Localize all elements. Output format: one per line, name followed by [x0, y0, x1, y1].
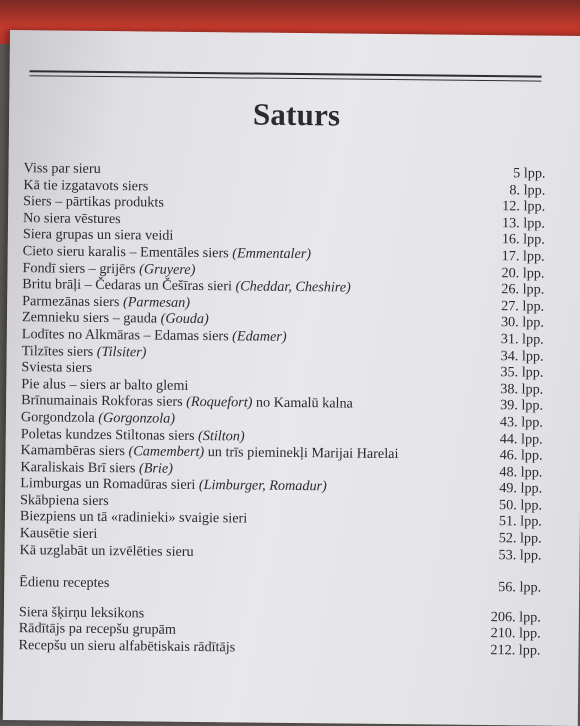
entry-original-name: (Roquefort): [186, 394, 253, 411]
entry-original-name: (Tilsiter): [96, 343, 147, 360]
entry-title: Rādītājs pa recepšu grupām: [18, 620, 177, 639]
entry-page-number: 8. lpp.: [509, 181, 546, 199]
entry-page-number: 31. lpp.: [500, 331, 544, 348]
entry-page-number: 210. lpp.: [490, 625, 541, 643]
entry-title: Zemnieku siers – gauda (Gouda): [21, 309, 209, 328]
entry-page-number: 13. lpp.: [501, 214, 546, 232]
entry-original-name: (Gouda): [160, 310, 209, 328]
entry-page-number: 20. lpp.: [501, 264, 545, 282]
entry-title: Sviesta siers: [21, 359, 93, 377]
entry-page-number: 50. lpp.: [498, 497, 543, 514]
page-title: Saturs: [252, 96, 341, 133]
entry-page-number: 51. lpp.: [498, 513, 542, 531]
entry-title: Kausētie sieri: [19, 525, 98, 543]
entry-title: Britu brāļi – Čedaras un Češīras sieri (Cheddar, Cheshire): [22, 276, 351, 296]
entry-title: Karaliskais Brī siers (Brie): [20, 458, 174, 477]
entry-original-name: (Emmentaler): [232, 245, 312, 263]
entry-title: Fondī siers – grijērs (Gruyere): [22, 259, 196, 278]
entry-title: Siera šķirņu leksikons: [18, 603, 145, 622]
entry-page-number: 48. lpp.: [499, 463, 543, 481]
entry-title: Cieto sieru karalis – Ementāles siers (Emmentaler): [22, 243, 312, 263]
entry-original-name: (Stilton): [198, 427, 245, 444]
entry-title: Ēdienu receptes: [19, 574, 110, 592]
entry-title: Siera grupas un siera veidi: [22, 226, 174, 245]
entry-title: Kamambēras siers (Camembert) un trīs pieminekļi Marijai Harelai: [20, 442, 399, 463]
entry-original-name: (Cheddar, Cheshire): [235, 278, 351, 296]
entry-page-number: 46. lpp.: [499, 447, 543, 464]
entry-original-name: (Parmesan): [122, 293, 191, 311]
entry-title: Lodītes no Alkmāras – Edamas siers (Edamer): [21, 326, 287, 345]
entry-page-number: 49. lpp.: [499, 480, 543, 497]
entry-page-number: 39. lpp.: [500, 397, 544, 414]
entry-page-number: 35. lpp.: [500, 364, 544, 381]
table-of-contents: [18, 160, 545, 659]
entry-title: Biezpiens un tā «radinieki» svaigie sieri: [19, 508, 248, 527]
entry-title: Poletas kundzes Stiltonas siers (Stilton): [20, 425, 245, 444]
entry-page-number: 17. lpp.: [501, 248, 545, 265]
entry-original-name: (Gorgonzola): [98, 409, 176, 427]
entry-title: Gorgondzola (Gorgonzola): [20, 409, 176, 427]
entry-original-name: (Gruyere): [139, 260, 196, 278]
entry-title: Kā uzglabāt un izvēlēties sieru: [19, 541, 194, 560]
entry-title: No siera vēstures: [22, 209, 121, 227]
entry-original-name: (Camembert): [128, 443, 205, 461]
entry-page-number: 16. lpp.: [501, 231, 545, 248]
entry-page-number: 30. lpp.: [500, 314, 545, 331]
entry-title: Brīnumainais Rokforas siers (Roquefort) no Kamalū kalna: [21, 392, 353, 412]
entry-page-number: 27. lpp.: [501, 297, 545, 315]
entry-page-number: 26. lpp.: [501, 281, 545, 298]
entry-page-number: 56. lpp.: [498, 579, 542, 596]
entry-title: Pie alus – siers ar balto glemi: [21, 375, 189, 394]
entry-page-number: 44. lpp.: [499, 430, 543, 448]
entry-page-number: 12. lpp.: [502, 198, 546, 215]
entry-title: Siers – pārtikas produkts: [23, 193, 164, 211]
entry-original-name: (Brie): [138, 460, 174, 477]
book-page: [3, 30, 580, 726]
entry-page-number: 53. lpp.: [498, 546, 542, 564]
entry-page-number: 43. lpp.: [499, 414, 544, 431]
entry-page-number: 5 lpp.: [513, 165, 546, 182]
entry-title: Parmezānas siers (Parmesan): [22, 292, 191, 311]
entry-title: Kā tie izgatavots siers: [23, 176, 149, 195]
entry-original-name: (Limburger, Romadur): [198, 477, 327, 495]
entry-title: Viss par sieru: [23, 160, 101, 177]
entry-page-number: 212. lpp.: [490, 642, 541, 659]
entry-page-number: 34. lpp.: [500, 347, 544, 365]
entry-page-number: 206. lpp.: [490, 608, 541, 626]
entry-title: Recepšu un sieru alfabētiskais rādītājs: [18, 637, 236, 656]
entry-original-name: (Edamer): [232, 328, 287, 345]
entry-title: Skābpiena siers: [19, 492, 109, 509]
entry-page-number: 52. lpp.: [498, 530, 542, 547]
entry-title: Tilzītes siers (Tilsiter): [21, 342, 147, 360]
entry-title: Limburgas un Romadūras sieri (Limburger, Romadur): [20, 475, 327, 495]
entry-page-number: 38. lpp.: [500, 380, 544, 398]
